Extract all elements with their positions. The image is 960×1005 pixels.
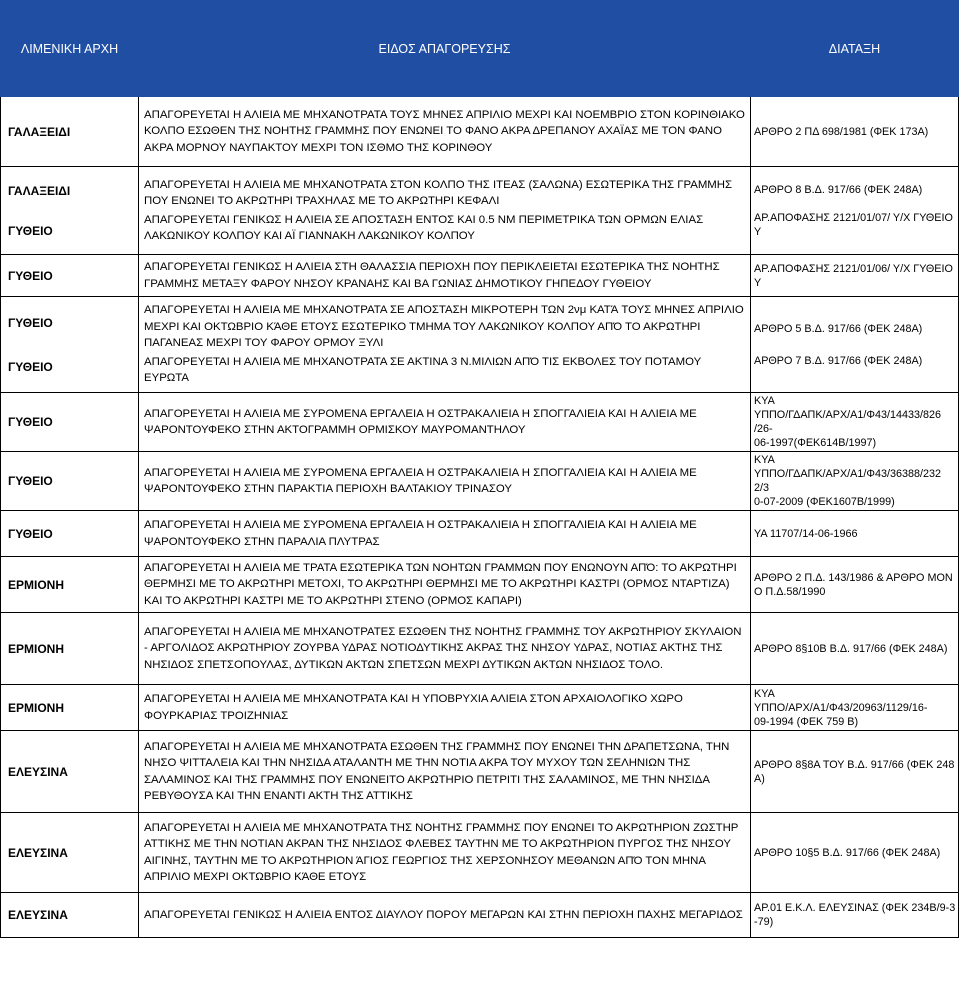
legal-reference: ΚΥΑ [754, 454, 775, 466]
legal-reference: ΑΡΘΡΟ 2 ΠΔ 698/1981 (ΦΕΚ 173Α) [754, 125, 929, 138]
port-cell [1, 893, 139, 938]
legal-reference-cell [751, 167, 959, 255]
prohibition-text: ΑΠΑΓΟΡΕΥΕΤΑΙ ΓΕΝΙΚΩΣ Η ΑΛΙΕΙΑ ΣΕ ΑΠΟΣΤΑΣΗ ΕΝΤΟΣ ΚΑΙ 0.5 ΝΜ ΠΕΡΙΜΕΤΡΙΚΑ ΤΩΝ ΟΡΜΩΝ ΕΛΙΑΣ ΛΑΚΩΝΙΚΟΥ ΚΟΛΠΟΥ ΚΑΙ ΑΪ ΓΙΑΝΝΑΚΗ ΛΑΚΩΝΙΚΟΥ ΚΟΛΠΟΥ [144, 213, 704, 242]
legal-reference-cell [751, 97, 959, 167]
port-name: ΕΛΕΥΣΙΝΑ [8, 908, 68, 922]
legal-reference-cell [751, 813, 959, 893]
prohibition-text: ΑΠΑΓΟΡΕΥΕΤΑΙ ΓΕΝΙΚΩΣ Η ΑΛΙΕΙΑ ΕΝΤΟΣ ΔΙΑΥΛΟΥ ΠΟΡΟΥ ΜΕΓΑΡΩΝ ΚΑΙ ΣΤΗΝ ΠΕΡΙΟΧΗ ΠΑΧΗΣ ΜΕΓΑΡΙΔΟΣ [144, 908, 743, 921]
table-row [1, 893, 959, 938]
legal-reference: ΥΠΠΟ/ΑΡΧ/Α1/Φ43/20963/1129/16- [754, 701, 928, 714]
port-cell [1, 813, 139, 893]
prohibition-text: ΑΠΑΓΟΡΕΥΕΤΑΙ Η ΑΛΙΕΙΑ ΜΕ ΜΗΧΑΝΟΤΡΑΤΑ ΣΕ ΑΚΤΙΝΑ 3 Ν.ΜΙΛΙΩΝ ΑΠΌ ΤΙΣ ΕΚΒΟΛΕΣ ΤΟΥ ΠΟΤΑΜΟΥ ΕΥΡΩΤΑ [144, 355, 701, 385]
legal-reference: ΑΡΘΡΟ 8§8Α ΤΟΥ Β.Δ. 917/66 (ΦΕΚ 248Α) [754, 758, 955, 785]
port-cell [1, 393, 139, 452]
legal-reference: ΑΡ.ΑΠΟΦΑΣΗΣ 2121/01/06/ Υ/Χ ΓΥΘΕΙΟΥ [754, 262, 953, 289]
legal-reference: 2/3 [754, 482, 770, 494]
prohibition-text: ΑΠΑΓΟΡΕΥΕΤΑΙ Η ΑΛΙΕΙΑ ΜΕ ΜΗΧΑΝΟΤΡΑΤΑ ΤΗΣ ΝΟΗΤΗΣ ΓΡΑΜΜΗΣ ΠΟΥ ΕΝΩΝΕΙ ΤΟ ΑΚΡΩΤΗΡΙΟΝ ΖΩΣΤΗΡ ΑΤΤΙΚΗΣ ΜΕ ΤΗΝ ΝΟΤΙΑΝ ΑΚΡΑΝ ΤΗΣ ΝΗΣΙΔΟΣ ΦΛΕΒΕΣ ΤΑΥΤΗΝ ΜΕ ΤΟ ΑΚΡΩΤΗΡΙΟΝ ΠΥΡΓΟΣ ΤΗΣ ΝΗΣΟΥ ΑΙΓΙΝΗΣ, ΤΑΥΤΗΝ ΜΕ ΤΟ ΑΚΡΩΤΗΡΙΟΝ ΆΓΙΟΣ ΓΕΩΡΓΙΟΣ ΤΗΣ ΧΕΡΣΟΝΗΣΟΥ ΜΕΘΑΝΩΝ ΑΠΌ ΤΟΝ ΜΗΝΑ ΑΠΡΙΛΙΟ ΜΕΧΡΙ ΟΚΤΩΒΡΙΟ ΚΆΘΕ ΕΤΟΥΣ [144, 821, 739, 883]
port-cell [1, 685, 139, 731]
prohibition-cell [139, 255, 751, 297]
legal-reference: ΚΥΑ [754, 395, 775, 407]
legal-reference: ΑΡΘΡΟ 8§10Β Β.Δ. 917/66 (ΦΕΚ 248Α) [754, 642, 948, 655]
legal-reference-cell [751, 255, 959, 297]
table-row [1, 452, 959, 511]
legal-reference-cell [751, 297, 959, 393]
table-row [1, 167, 959, 255]
table-row [1, 393, 959, 452]
legal-reference: ΥΑ 11707/14-06-1966 [754, 527, 858, 540]
legal-reference: 09-1994 (ΦΕΚ 759 Β) [754, 715, 859, 728]
legal-reference-cell [751, 511, 959, 557]
table-row [1, 557, 959, 613]
legal-reference-cell [751, 731, 959, 813]
prohibition-text: ΑΠΑΓΟΡΕΥΕΤΑΙ Η ΑΛΙΕΙΑ ΜΕ ΣΥΡΟΜΕΝΑ ΕΡΓΑΛΕΙΑ Η ΟΣΤΡΑΚΑΛΙΕΙΑ Η ΣΠΟΓΓΑΛΙΕΙΑ ΚΑΙ Η ΑΛΙΕΙΑ ΜΕ ΨΑΡΟΝΤΟΥΦΕΚΟ ΣΤΗΝ ΠΑΡΑΚΤΙΑ ΠΕΡΙΟΧΗ ΒΑΛΤΑΚΙΟΥ ΤΡΙΝΑΣΟΥ [144, 466, 697, 495]
legal-reference-cell [751, 893, 959, 938]
table-row [1, 97, 959, 167]
legal-reference-cell [751, 393, 959, 452]
prohibition-cell [139, 613, 751, 685]
table-row [1, 297, 959, 393]
legal-reference-cell [751, 452, 959, 511]
legal-reference: ΑΡΘΡΟ 7 Β.Δ. 917/66 (ΦΕΚ 248Α) [754, 354, 923, 367]
legal-reference: /26- [754, 423, 773, 435]
port-name: ΓΥΘΕΙΟ [8, 359, 53, 374]
table-row [1, 255, 959, 297]
legal-reference: ΚΥΑ [754, 687, 775, 700]
col-header-port: ΛΙΜΕΝΙΚΗ ΑΡΧΗ [1, 1, 139, 97]
prohibition-text: ΑΠΑΓΟΡΕΥΕΤΑΙ Η ΑΛΙΕΙΑ ΜΕ ΣΥΡΟΜΕΝΑ ΕΡΓΑΛΕΙΑ Η ΟΣΤΡΑΚΑΛΙΕΙΑ Η ΣΠΟΓΓΑΛΙΕΙΑ ΚΑΙ Η ΑΛΙΕΙΑ ΜΕ ΨΑΡΟΝΤΟΥΦΕΚΟ ΣΤΗΝ ΠΑΡΑΛΙΑ ΠΛΥΤΡΑΣ [144, 519, 697, 548]
port-name: ΕΡΜΙΟΝΗ [8, 700, 65, 715]
col-header-type: ΕΙΔΟΣ ΑΠΑΓΟΡΕΥΣΗΣ [139, 1, 751, 97]
port-name: ΓΑΛΑΞΕΙΔΙ [8, 183, 71, 198]
prohibition-text: ΑΠΑΓΟΡΕΥΕΤΑΙ Η ΑΛΙΕΙΑ ΜΕ ΜΗΧΑΝΟΤΡΑΤΑ ΣΕ ΑΠΟΣΤΑΣΗ ΜΙΚΡΟΤΕΡΗ ΤΩΝ 2νμ ΚΑΤΆ ΤΟΥΣ ΜΗΝΕΣ ΑΠΡΙΛΙΟ ΜΕΧΡΙ ΚΑΙ ΟΚΤΩΒΡΙΟ ΚΆΘΕ ΕΤΟΥΣ ΕΣΩΤΕΡΙΚΟ ΤΜΗΜΑ ΤΟΥ ΛΑΚΩΝΙΚΟΥ ΚΟΛΠΟΥ ΑΠΌ ΤΟ ΑΚΡΩΤΗΡΙ ΠΑΓΑΝΕΑΣ ΜΕΧΡΙ ΤΟΥ ΦΑΡΟΥ ΟΡΜΟΥ ΞΥΛΙ [144, 304, 744, 350]
port-name: ΕΛΕΥΣΙΝΑ [8, 764, 68, 779]
legal-reference: ΑΡΘΡΟ 8 Β.Δ. 917/66 (ΦΕΚ 248Α) [754, 183, 923, 196]
legal-reference: 06-1997(ΦΕΚ614Β/1997) [754, 437, 877, 449]
table-row [1, 685, 959, 731]
legal-reference: ΥΠΠΟ/ΓΔΑΠΚ/ΑΡΧ/Α1/Φ43/14433/826 [754, 409, 942, 421]
port-cell [1, 511, 139, 557]
port-name: ΕΡΜΙΟΝΗ [8, 577, 65, 592]
port-cell [1, 167, 139, 255]
legal-reference: ΑΡΘΡΟ 5 Β.Δ. 917/66 (ΦΕΚ 248Α) [754, 322, 923, 335]
port-name: ΓΥΘΕΙΟ [8, 268, 53, 283]
prohibition-cell [139, 813, 751, 893]
prohibition-cell [139, 97, 751, 167]
prohibition-text: ΑΠΑΓΟΡΕΥΕΤΑΙ ΓΕΝΙΚΩΣ Η ΑΛΙΕΙΑ ΣΤΗ ΘΑΛΑΣΣΙΑ ΠΕΡΙΟΧΗ ΠΟΥ ΠΕΡΙΚΛΕΙΕΤΑΙ ΕΣΩΤΕΡΙΚΑ ΤΗΣ ΝΟΗΤΗΣ ΓΡΑΜΜΗΣ ΜΕΤΑΞΥ ΦΑΡΟΥ ΝΗΣΟΥ ΚΡΑΝΑΗΣ ΚΑΙ ΒΑ ΓΩΝΙΑΣ ΔΗΜΟΤΙΚΟΥ ΓΗΠΕΔΟΥ ΓΥΘΕΙΟΥ [144, 261, 720, 290]
table-row [1, 511, 959, 557]
legal-reference: ΑΡ.01 Ε.Κ.Λ. ΕΛΕΥΣΙΝΑΣ (ΦΕΚ 234Β/9-3-79) [754, 902, 956, 928]
port-cell [1, 452, 139, 511]
port-name: ΓΥΘΕΙΟ [8, 474, 53, 488]
prohibition-cell [139, 452, 751, 511]
port-name: ΓΥΘΕΙΟ [8, 415, 53, 429]
table-row [1, 731, 959, 813]
prohibition-cell [139, 685, 751, 731]
prohibition-text: ΑΠΑΓΟΡΕΥΕΤΑΙ Η ΑΛΙΕΙΑ ΜΕ ΜΗΧΑΝΟΤΡΑΤΑ ΤΟΥΣ ΜΗΝΕΣ ΑΠΡΙΛΙΟ ΜΕΧΡΙ ΚΑΙ ΝΟΕΜΒΡΙΟ ΣΤΟΝ ΚΟΡΙΝΘΙΑΚΟ ΚΟΛΠΟ ΕΣΩΘΕΝ ΤΗΣ ΝΟΗΤΗΣ ΓΡΑΜΜΗΣ ΠΟΥ ΕΝΩΝΕΙ ΤΟ ΦΑΝΟ ΑΚΡΑ ΔΡΕΠΑΝΟΥ ΑΧΑΪΑΣ ΜΕ ΤΟΝ ΦΑΝΟ ΑΚΡΑ ΜΟΡΝΟΥ ΝΑΥΠΑΚΤΟΥ ΜΕΧΡΙ ΤΟΝ ΙΣΘΜΟ ΤΗΣ ΚΟΡΙΝΘΟΥ [144, 108, 745, 154]
legal-reference: 0-07-2009 (ΦΕΚ1607Β/1999) [754, 496, 895, 508]
port-cell [1, 557, 139, 613]
prohibition-cell [139, 893, 751, 938]
prohibition-text: ΑΠΑΓΟΡΕΥΕΤΑΙ Η ΑΛΙΕΙΑ ΜΕ ΤΡΑΤΑ ΕΣΩΤΕΡΙΚΑ ΤΩΝ ΝΟΗΤΩΝ ΓΡΑΜΜΩΝ ΠΟΥ ΕΝΩΝΟΥΝ ΑΠΌ: ΤΟ ΑΚΡΩΤΗΡΙ ΘΕΡΜΗΣΙ ΜΕ ΤΟ ΑΚΡΩΤΗΡΙ ΜΕΤΟΧΙ, ΤΟ ΑΚΡΩΤΗΡΙ ΘΕΡΜΗΣΙ ΜΕ ΤΟ ΑΚΡΩΤΗΡΙ ΚΑΣΤΡΙ (ΟΡΜΟΣ ΝΤΑΡΤΙΖΑ) ΚΑΙ ΤΟ ΑΚΡΩΤΗΡΙ ΚΑΣΤΡΙ ΜΕ ΤΟ ΑΚΡΩΤΗΡΙ ΣΤΕΝΟ (ΟΡΜΟΣ ΚΑΠΑΡΙ) [144, 561, 737, 607]
port-name: ΓΥΘΕΙΟ [8, 223, 53, 238]
port-name: ΓΑΛΑΞΕΙΔΙ [8, 124, 71, 139]
prohibition-text: ΑΠΑΓΟΡΕΥΕΤΑΙ Η ΑΛΙΕΙΑ ΜΕ ΜΗΧΑΝΟΤΡΑΤΑ ΣΤΟΝ ΚΟΛΠΟ ΤΗΣ ΙΤΕΑΣ (ΣΑΛΩΝΑ) ΕΣΩΤΕΡΙΚΑ ΤΗΣ ΓΡΑΜΜΗΣ ΠΟΥ ΕΝΩΝΕΙ ΤΟ ΑΚΡΩΤΗΡΙ ΤΡΑΧΗΛΑΣ ΜΕ ΤΟ ΑΚΡΩΤΗΡΙ ΚΕΦΑΛΙ [144, 178, 733, 208]
header-row [1, 1, 959, 97]
prohibition-cell [139, 167, 751, 255]
port-name: ΕΡΜΙΟΝΗ [8, 641, 65, 656]
port-cell [1, 255, 139, 297]
legal-reference: ΑΡΘΡΟ 2 Π.Δ. 143/1986 & ΑΡΘΡΟ ΜΟΝΟ Π.Δ.58/1990 [754, 571, 953, 598]
legal-reference-cell [751, 685, 959, 731]
table-row [1, 813, 959, 893]
legal-reference: ΑΡ.ΑΠΟΦΑΣΗΣ 2121/01/07/ Υ/Χ ΓΥΘΕΙΟΥ [754, 211, 953, 238]
prohibition-text: ΑΠΑΓΟΡΕΥΕΤΑΙ Η ΑΛΙΕΙΑ ΜΕ ΜΗΧΑΝΟΤΡΑΤΑ ΚΑΙ Η ΥΠΟΒΡΥΧΙΑ ΑΛΙΕΙΑ ΣΤΟΝ ΑΡΧΑΙΟΛΟΓΙΚΟ ΧΩΡΟ ΦΟΥΡΚΑΡΙΑΣ ΤΡΟΙΖΗΝΙΑΣ [144, 693, 683, 722]
prohibition-cell [139, 393, 751, 452]
prohibition-cell [139, 731, 751, 813]
legal-reference: ΑΡΘΡΟ 10§5 Β.Δ. 917/66 (ΦΕΚ 248Α) [754, 846, 941, 859]
prohibition-text: ΑΠΑΓΟΡΕΥΕΤΑΙ Η ΑΛΙΕΙΑ ΜΕ ΜΗΧΑΝΟΤΡΑΤΑ ΕΣΩΘΕΝ ΤΗΣ ΓΡΑΜΜΗΣ ΠΟΥ ΕΝΩΝΕΙ ΤΗΝ ΔΡΑΠΕΤΣΩΝΑ, ΤΗΝ ΝΗΣΟ ΨΙΤΤΑΛΕΙΑ ΚΑΙ ΤΗΝ ΝΗΣΙΔΑ ΑΤΑΛΑΝΤΗ ΜΕ ΤΗΝ ΝΟΤΙΑ ΑΚΡΑ ΤΟΥ ΜΥΧΟΥ ΤΩΝ ΣΕΛΗΝΙΩΝ ΤΗΣ ΣΑΛΑΜΙΝΟΣ ΚΑΙ ΤΗΣ ΓΡΑΜΜΗΣ ΠΟΥ ΕΝΩΝΕΙΤΟ ΑΚΡΩΤΗΡΙΟ ΠΕΤΡΙΤΙ ΤΗΣ ΣΑΛΑΜΙΝΟΣ, ΜΕ ΤΗΝ ΝΗΣΙΔΑ ΡΕΒΥΘΟΥΣΑ ΚΑΙ ΤΗΝ ΕΝΑΝΤΙ ΑΚΤΗ ΤΗΣ ΑΤΤΙΚΗΣ [144, 740, 730, 802]
prohibition-cell [139, 511, 751, 557]
prohibition-text: ΑΠΑΓΟΡΕΥΕΤΑΙ Η ΑΛΙΕΙΑ ΜΕ ΣΥΡΟΜΕΝΑ ΕΡΓΑΛΕΙΑ Η ΟΣΤΡΑΚΑΛΙΕΙΑ Η ΣΠΟΓΓΑΛΙΕΙΑ ΚΑΙ Η ΑΛΙΕΙΑ ΜΕ ΨΑΡΟΝΤΟΥΦΕΚΟ ΣΤΗΝ ΑΚΤΟΓΡΑΜΜΗ ΟΡΜΙΣΚΟΥ ΜΑΥΡΟΜΑΝΤΗΛΟΥ [144, 407, 697, 436]
prohibition-text: ΑΠΑΓΟΡΕΥΕΤΑΙ Η ΑΛΙΕΙΑ ΜΕ ΜΗΧΑΝΟΤΡΑΤΕΣ ΕΣΩΘΕΝ ΤΗΣ ΝΟΗΤΗΣ ΓΡΑΜΜΗΣ ΤΟΥ ΑΚΡΩΤΗΡΙΟΥ ΣΚΥΛΑΙΟΝ - ΑΡΓΟΛΙΔΟΣ ΑΚΡΩΤΗΡΙΟΥ ΖΟΥΡΒΑ ΥΔΡΑΣ ΝΟΤΙΟΔΥΤΙΚΗΣ ΑΚΡΑΣ ΤΗΣ ΝΗΣΟΥ ΥΔΡΑΣ, ΝΟΤΙΑΣ ΑΚΤΗΣ ΤΗΣ ΝΗΣΙΔΟΣ ΣΠΕΤΣΟΠΟΥΛΑΣ, ΔΥΤΙΚΩΝ ΑΚΤΩΝ ΣΠΕΤΣΩΝ ΜΕΧΡΙ ΔΥΤΙΚΩΝ ΑΚΤΩΝ ΝΗΣΙΔΟΣ ΤΟΛΟ. [144, 625, 742, 671]
port-name: ΕΛΕΥΣΙΝΑ [8, 845, 68, 860]
legal-reference-cell [751, 613, 959, 685]
legal-reference-cell [751, 557, 959, 613]
prohibition-cell [139, 297, 751, 393]
col-header-order: ΔΙΑΤΑΞΗ [751, 1, 959, 97]
table-row [1, 613, 959, 685]
port-cell [1, 297, 139, 393]
port-name: ΓΥΘΕΙΟ [8, 315, 53, 330]
prohibition-cell [139, 557, 751, 613]
port-cell [1, 97, 139, 167]
port-name: ΓΥΘΕΙΟ [8, 526, 53, 541]
port-cell [1, 613, 139, 685]
legal-reference: ΥΠΠΟ/ΓΔΑΠΚ/ΑΡΧ/Α1/Φ43/36388/232 [754, 468, 942, 480]
port-cell [1, 731, 139, 813]
